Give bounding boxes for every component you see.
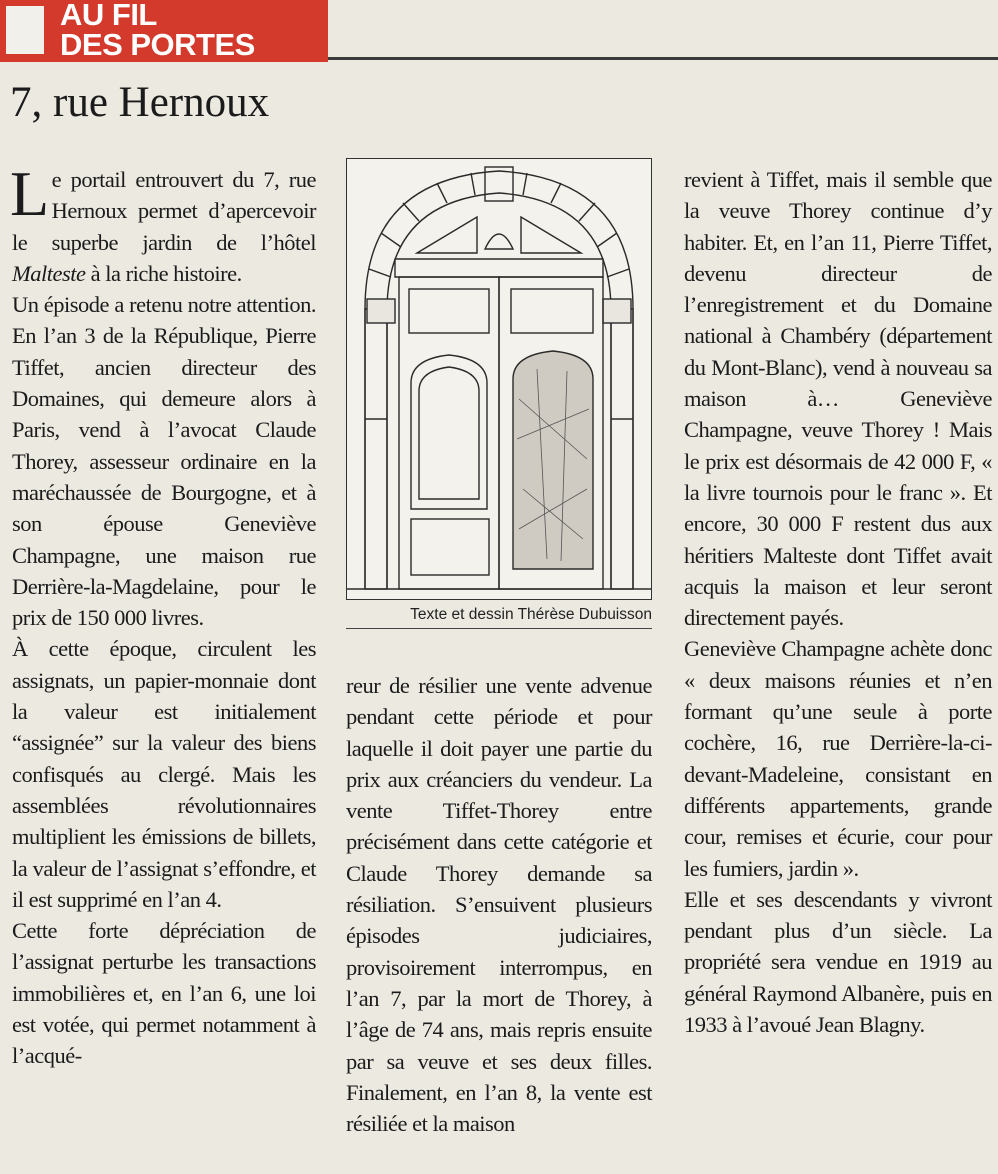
rubric-square [6,6,44,54]
article-column-2 [346,670,652,1139]
article-column-3 [684,164,992,1040]
rubric-line-1: AU FIL [60,0,157,32]
caption-rule [346,628,652,629]
paragraph-resiliation: reur de résilier une vente advenue pendant cette période et pour laquelle il doit payer une partie du prix aux créanciers du vendeur. La vente Tiffet-Thorey entre précisément dans cette catégorie et Claude Thorey demande sa résiliation. S’ensuivent plusieurs épisodes judiciaires, provisoirement interrompus, en l’an 7, par la mort de Thorey, à l’âge de 74 ans, mais repris ensuite par sa veuve et ses deux filles. Finalement, en l’an 8, la vente est résiliée et la maison [346,673,652,1137]
paragraph-intro [10,158,316,289]
rubric-line-2: DES PORTES [60,27,255,62]
header-rule [328,57,998,60]
paragraph-resale: revient à Tiffet, mais il semble que la veuve Thorey continue d’y habiter. Et, en l’an 11, Pierre Tiffet, devenu directeur de l’enregistrement et du Domaine national à Chambéry (département du Mont-Blanc), vend à nouveau sa maison à… Geneviève Champagne, veuve Thorey ! Mais le prix est désormais de 42 000 F, « la livre tournois pour le franc ». Et encore, 30 000 F restent dus aux héritiers Malteste dont Tiffet avait acquis la maison et leur seront directement payés. [684,167,992,631]
door-drawing [347,159,651,599]
door-illustration [346,158,652,600]
intro-text: e portail entrouvert du 7, rue Hernoux permet d’apercevoir le superbe jardin de l’hôtel [12,167,316,255]
illustration-caption: Texte et dessin Thérèse Dubuisson [410,606,652,623]
article-column-1 [10,158,316,1072]
paragraph-depreciation: Cette forte dépréciation de l’assignat perturbe les transactions immobilières et, en l’an 6, une loi est votée, qui permet notamment à l’acqué- [12,918,316,1069]
article-title: 7, rue Hernoux [10,79,270,126]
paragraph-purchase: Geneviève Champagne achète donc « deux maisons réunies et n’en formant qu’une seule à porte cochère, 16, rue Derrière-la-ci-devant-Madeleine, consistant en différents appartements, grande cour, remises et écurie, cour pour les fumiers, jardin ». [684,636,992,881]
intro-italic: Malteste [12,260,86,286]
section-rubric [0,0,328,62]
intro-end: à la riche histoire. [85,260,242,286]
drop-cap: L [10,158,49,229]
paragraph-descendants: Elle et ses descendants y vivront pendant plus d’un siècle. La propriété sera vendue en 1919 au général Raymond Albanère, puis en 1933 à l’avoué Jean Blagny. [684,886,992,1038]
paragraph-assignats: À cette époque, circulent les assignats, un papier-monnaie dont la valeur est initialement “assignée” sur la valeur des biens confisqués au clergé. Mais les assemblées révolutionnaires multiplient les émissions de billets, la valeur de l’assignat s’effondre, et il est supprimé en l’an 4. [12,636,316,912]
paragraph-episode: Un épisode a retenu notre attention. En l’an 3 de la République, Pierre Tiffet, ancien directeur des Domaines, qui demeure alors à Paris, vend à l’avocat Claude Thorey, assesseur ordinaire en la maréchaussée de Bourgogne, et à son épouse Geneviève Champagne, une maison rue Derrière-la-Magdelaine, pour le prix de 150 000 livres. [12,292,316,631]
